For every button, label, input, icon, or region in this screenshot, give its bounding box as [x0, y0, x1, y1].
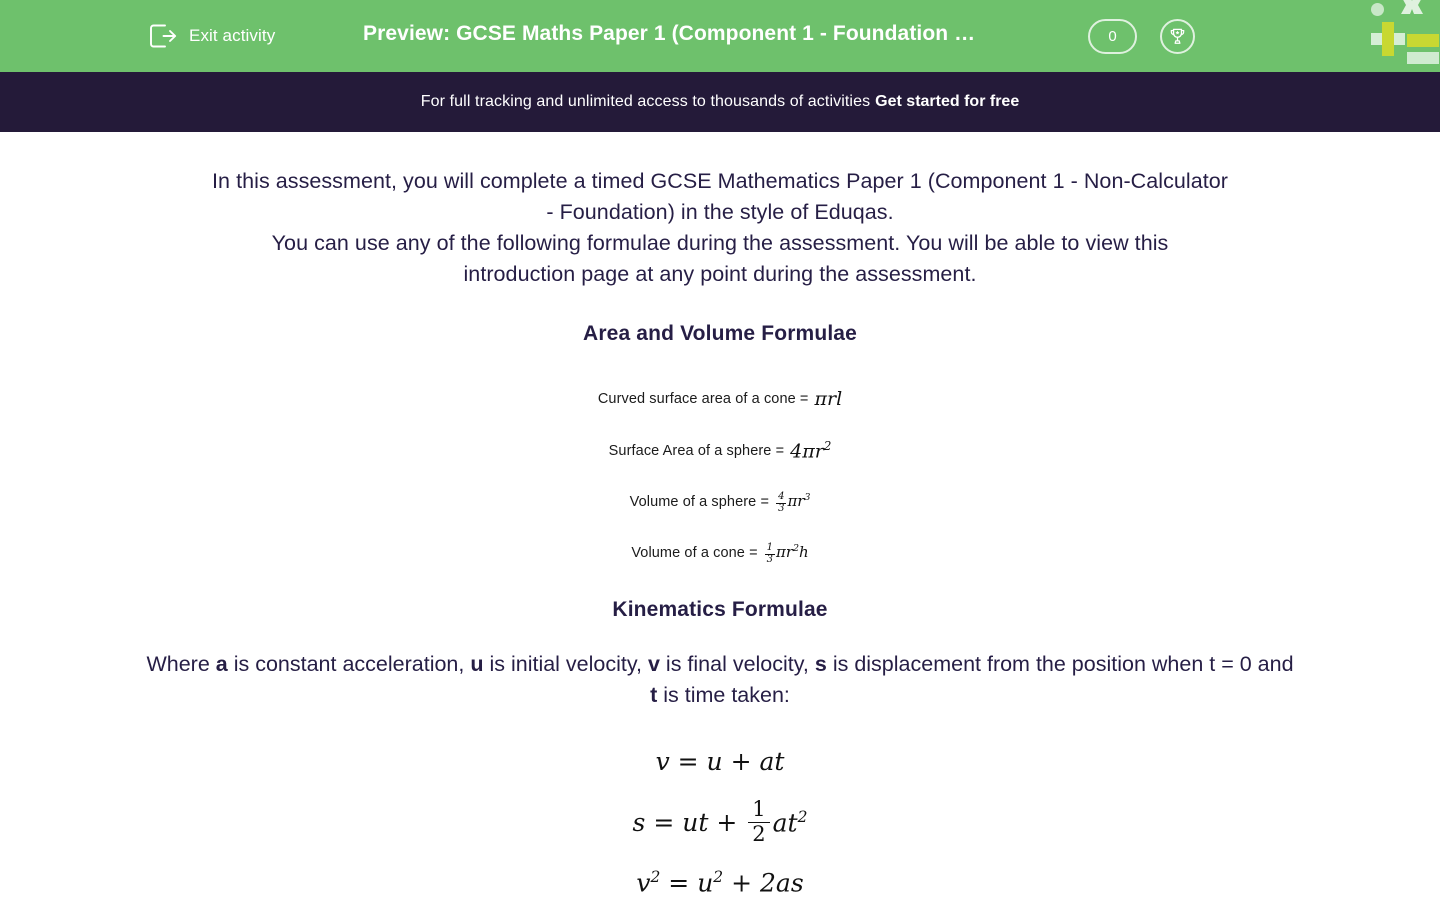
kinematics-formula-list — [0, 747, 1440, 897]
intro-line-1: In this assessment, you will complete a timed GCSE Mathematics Paper 1 (Component 1 - Non-Calculator — [212, 169, 1228, 193]
note-symbol-t: t — [650, 683, 658, 708]
intro-block — [140, 166, 1300, 290]
formula-label: Volume of a sphere = — [629, 494, 770, 511]
points-value: 0 — [1108, 28, 1117, 45]
note-part-2: is constant acceleration, — [227, 652, 471, 677]
formula-expression: πrl — [814, 388, 843, 410]
promo-banner — [0, 72, 1440, 132]
exit-activity-label: Exit activity — [189, 26, 276, 45]
fraction-numerator: 1 — [748, 798, 769, 823]
assessment-intro-content — [0, 132, 1440, 900]
formula-expression: $4\pi r^2$ — [790, 439, 832, 463]
get-started-link[interactable]: Get started for free — [875, 93, 1020, 110]
equation-text: $v^2 = u^2 + 2as$ — [636, 868, 804, 898]
exit-activity-button[interactable] — [148, 23, 275, 49]
equation-text: s = ut + — [632, 807, 746, 837]
intro-line-4: introduction page at any point during the assessment. — [463, 262, 977, 286]
fraction-denominator: 2 — [752, 821, 766, 846]
intro-line-2: - Foundation) in the style of Eduqas. — [546, 200, 894, 224]
note-symbol-a: a — [215, 652, 228, 677]
intro-line-3: You can use any of the following formulae during the assessment. You will be able to view this — [271, 231, 1169, 255]
decor-circle-icon — [1371, 3, 1384, 16]
kinematics-equation-2 — [0, 798, 1440, 846]
note-part-1: Where — [146, 652, 216, 677]
area-volume-heading: Area and Volume Formulae — [583, 322, 857, 345]
decor-bar-yellow-icon — [1407, 34, 1439, 47]
note-symbol-v: v — [647, 652, 660, 677]
formula-row — [0, 542, 1440, 564]
kinematics-equation-1 — [0, 747, 1440, 776]
kinematics-heading: Kinematics Formulae — [612, 598, 828, 622]
formula-row — [0, 388, 1440, 410]
kinematics-equation-3 — [0, 868, 1440, 897]
equation-tail: $at^2$ — [772, 807, 808, 837]
header-actions — [1088, 19, 1195, 54]
kinematics-note — [140, 649, 1300, 711]
formula-row — [0, 439, 1440, 462]
note-part-5: is displacement from the position when t = 0 and — [826, 652, 1294, 677]
note-part-6: is time taken: — [657, 683, 790, 708]
exit-arrow-icon — [148, 23, 178, 49]
app-header — [0, 0, 1440, 72]
equation-text: v = u + at — [655, 747, 785, 777]
formula-label: Curved surface area of a cone = — [597, 391, 809, 407]
formula-label: Volume of a cone = — [631, 545, 758, 562]
note-symbol-s: s — [814, 652, 827, 677]
promo-text: For full tracking and unlimited access to thousands of activities — [420, 93, 871, 110]
formula-expression: $\frac{4}{3}$ $\pi r^3$ — [778, 491, 811, 514]
page-title: Preview: GCSE Maths Paper 1 (Component 1 - Foundation … — [363, 22, 976, 45]
note-symbol-u: u — [470, 652, 484, 677]
fraction-denominator: 3 — [778, 502, 785, 514]
fraction-denominator: 3 — [766, 553, 774, 565]
decor-plus-yellow-icon — [1382, 22, 1394, 56]
decor-bar-white-icon — [1407, 52, 1439, 64]
note-part-3: is initial velocity, — [483, 652, 648, 677]
area-volume-formula-list — [0, 388, 1440, 564]
formula-label: Surface Area of a sphere = — [608, 442, 785, 459]
trophy-icon — [1168, 27, 1187, 46]
points-badge[interactable] — [1088, 19, 1137, 54]
formula-expression: $\frac{1}{3}$ $\pi r^2h$ — [766, 542, 809, 565]
trophy-button[interactable] — [1160, 19, 1195, 54]
fraction-numerator: 4 — [778, 491, 785, 503]
formula-row — [0, 491, 1440, 513]
note-part-4: is final velocity, — [659, 652, 815, 677]
fraction-numerator: 1 — [766, 542, 774, 554]
